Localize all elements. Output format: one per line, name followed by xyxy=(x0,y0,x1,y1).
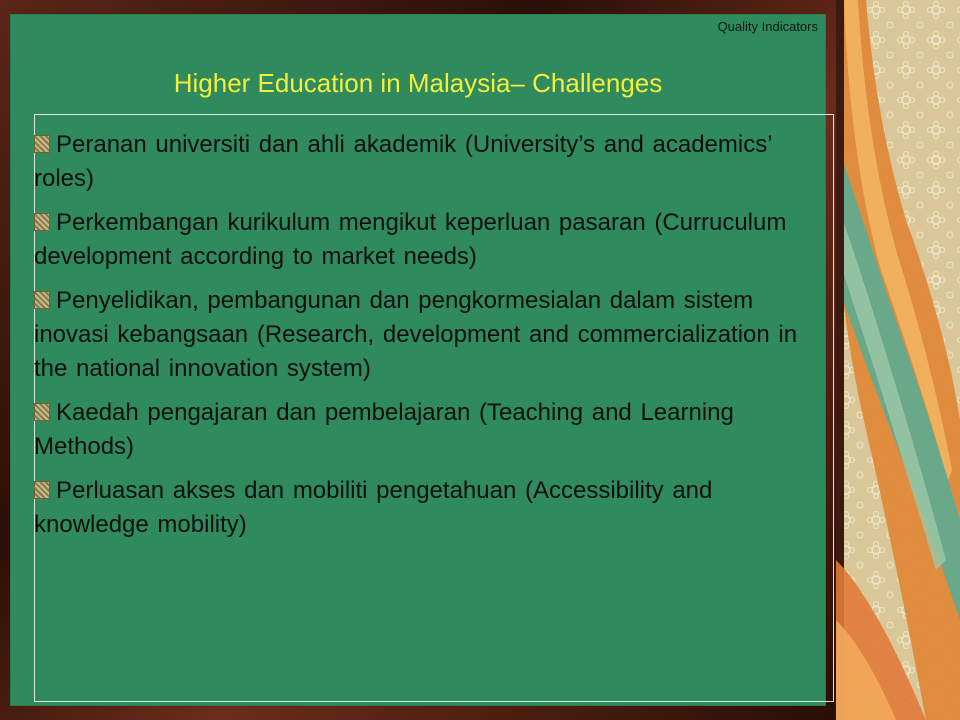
list-item xyxy=(34,128,824,196)
bullet-list xyxy=(34,128,824,552)
bullet-text: Perkembangan kurikulum mengikut keperluan pasaran (Curruculum development according to market needs) xyxy=(34,209,787,270)
list-item xyxy=(34,206,824,274)
hatched-square-bullet-icon xyxy=(34,403,50,421)
list-item xyxy=(34,396,824,464)
bullet-text: Kaedah pengajaran dan pembelajaran (Teaching and Learning Methods) xyxy=(34,399,734,460)
decorative-panel xyxy=(836,0,960,720)
bullet-text: Penyelidikan, pembangunan dan pengkormesialan dalam sistem inovasi kebangsaan (Research, development and commercialization in the national innovation system) xyxy=(34,287,798,382)
decorative-drape-icon xyxy=(836,0,960,720)
hatched-square-bullet-icon xyxy=(34,213,50,231)
bullet-text: Perluasan akses dan mobiliti pengetahuan (Accessibility and knowledge mobility) xyxy=(34,477,713,538)
bullet-text: Peranan universiti dan ahli akademik (University’s and academics’ roles) xyxy=(34,131,772,192)
slide xyxy=(10,14,826,706)
list-item xyxy=(34,284,824,386)
hatched-square-bullet-icon xyxy=(34,481,50,499)
hatched-square-bullet-icon xyxy=(34,135,50,153)
list-item xyxy=(34,474,824,542)
slide-title: Higher Education in Malaysia– Challenges xyxy=(173,68,663,98)
corner-label: Quality Indicators xyxy=(717,19,818,34)
hatched-square-bullet-icon xyxy=(34,291,50,309)
